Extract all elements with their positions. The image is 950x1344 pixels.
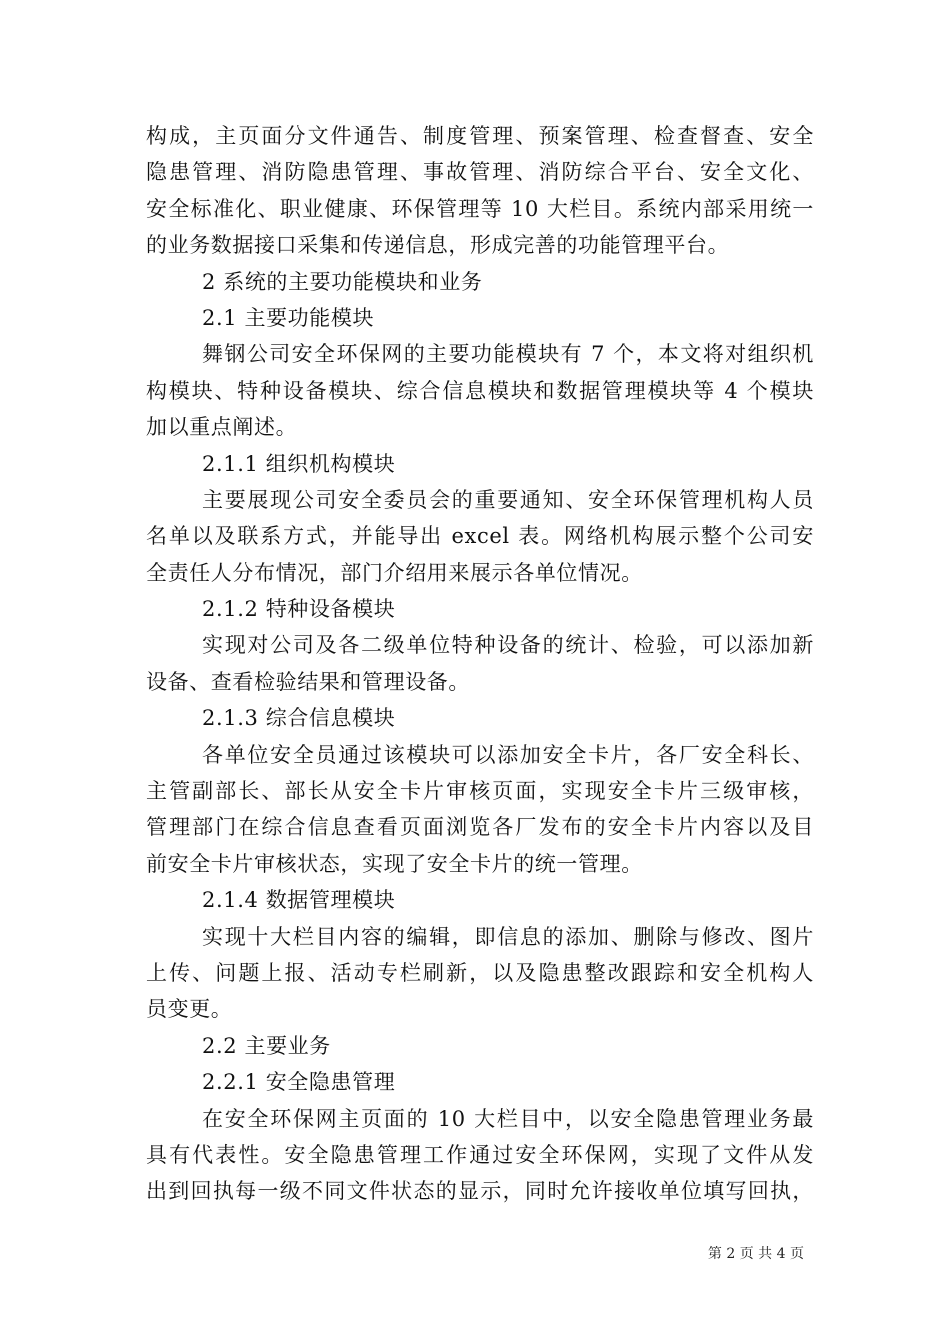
section-heading: 2 系统的主要功能模块和业务 [202, 269, 483, 294]
paragraph-line: 具有代表性。安全隐患管理工作通过安全环保网，实现了文件从发 [146, 1142, 814, 1167]
paragraph-line: 实现十大栏目内容的编辑，即信息的添加、删除与修改、图片 [202, 924, 814, 949]
paragraph-line: 隐患管理、消防隐患管理、事故管理、消防综合平台、安全文化、 [146, 160, 814, 185]
paragraph-line: 构成，主页面分文件通告、制度管理、预案管理、检查督查、安全 [146, 124, 814, 148]
section-heading: 2.1 主要功能模块 [202, 305, 375, 330]
paragraph-line: 主要展现公司安全委员会的重要通知、安全环保管理机构人员 [202, 487, 814, 512]
paragraph-line: 实现对公司及各二级单位特种设备的统计、检验，可以添加新 [202, 633, 814, 658]
paragraph-line: 设备、查看检验结果和管理设备。 [146, 669, 470, 694]
paragraph-line: 构模块、特种设备模块、综合信息模块和数据管理模块等 4 个模块 [146, 378, 814, 403]
section-heading: 2.2 主要业务 [202, 1033, 331, 1058]
paragraph-line: 员变更。 [146, 997, 233, 1022]
paragraph-line: 加以重点阐述。 [146, 415, 298, 440]
section-heading: 2.1.3 综合信息模块 [202, 706, 396, 731]
paragraph-line: 出到回执每一级不同文件状态的显示，同时允许接收单位填写回执， [146, 1179, 814, 1204]
paragraph-line: 管理部门在综合信息查看页面浏览各厂发布的安全卡片内容以及目 [146, 815, 814, 840]
section-heading: 2.1.2 特种设备模块 [202, 597, 396, 622]
paragraph-line: 前安全卡片审核状态，实现了安全卡片的统一管理。 [146, 851, 643, 876]
paragraph-line: 主管副部长、部长从安全卡片审核页面，实现安全卡片三级审核， [146, 779, 814, 804]
section-heading: 2.2.1 安全隐患管理 [202, 1070, 396, 1095]
section-heading: 2.1.1 组织机构模块 [202, 451, 396, 476]
paragraph-line: 全责任人分布情况，部门介绍用来展示各单位情况。 [146, 560, 643, 585]
paragraph-line: 的业务数据接口采集和传递信息，形成完善的功能管理平台。 [146, 233, 730, 258]
section-heading: 2.1.4 数据管理模块 [202, 888, 396, 913]
body-text [146, 118, 814, 1210]
page-number-footer: 第 2 页 共 4 页 [707, 1246, 804, 1262]
paragraph-line: 上传、问题上报、活动专栏刷新，以及隐患整改跟踪和安全机构人 [146, 960, 814, 985]
paragraph-line: 名单以及联系方式，并能导出 excel 表。网络机构展示整个公司安 [146, 524, 814, 549]
paragraph-line: 在安全环保网主页面的 10 大栏目中，以安全隐患管理业务最 [202, 1106, 814, 1131]
paragraph-line: 各单位安全员通过该模块可以添加安全卡片，各厂安全科长、 [202, 742, 814, 767]
paragraph-line: 舞钢公司安全环保网的主要功能模块有 7 个，本文将对组织机 [202, 342, 814, 367]
paragraph-line: 安全标准化、职业健康、环保管理等 10 大栏目。系统内部采用统一 [146, 196, 814, 221]
